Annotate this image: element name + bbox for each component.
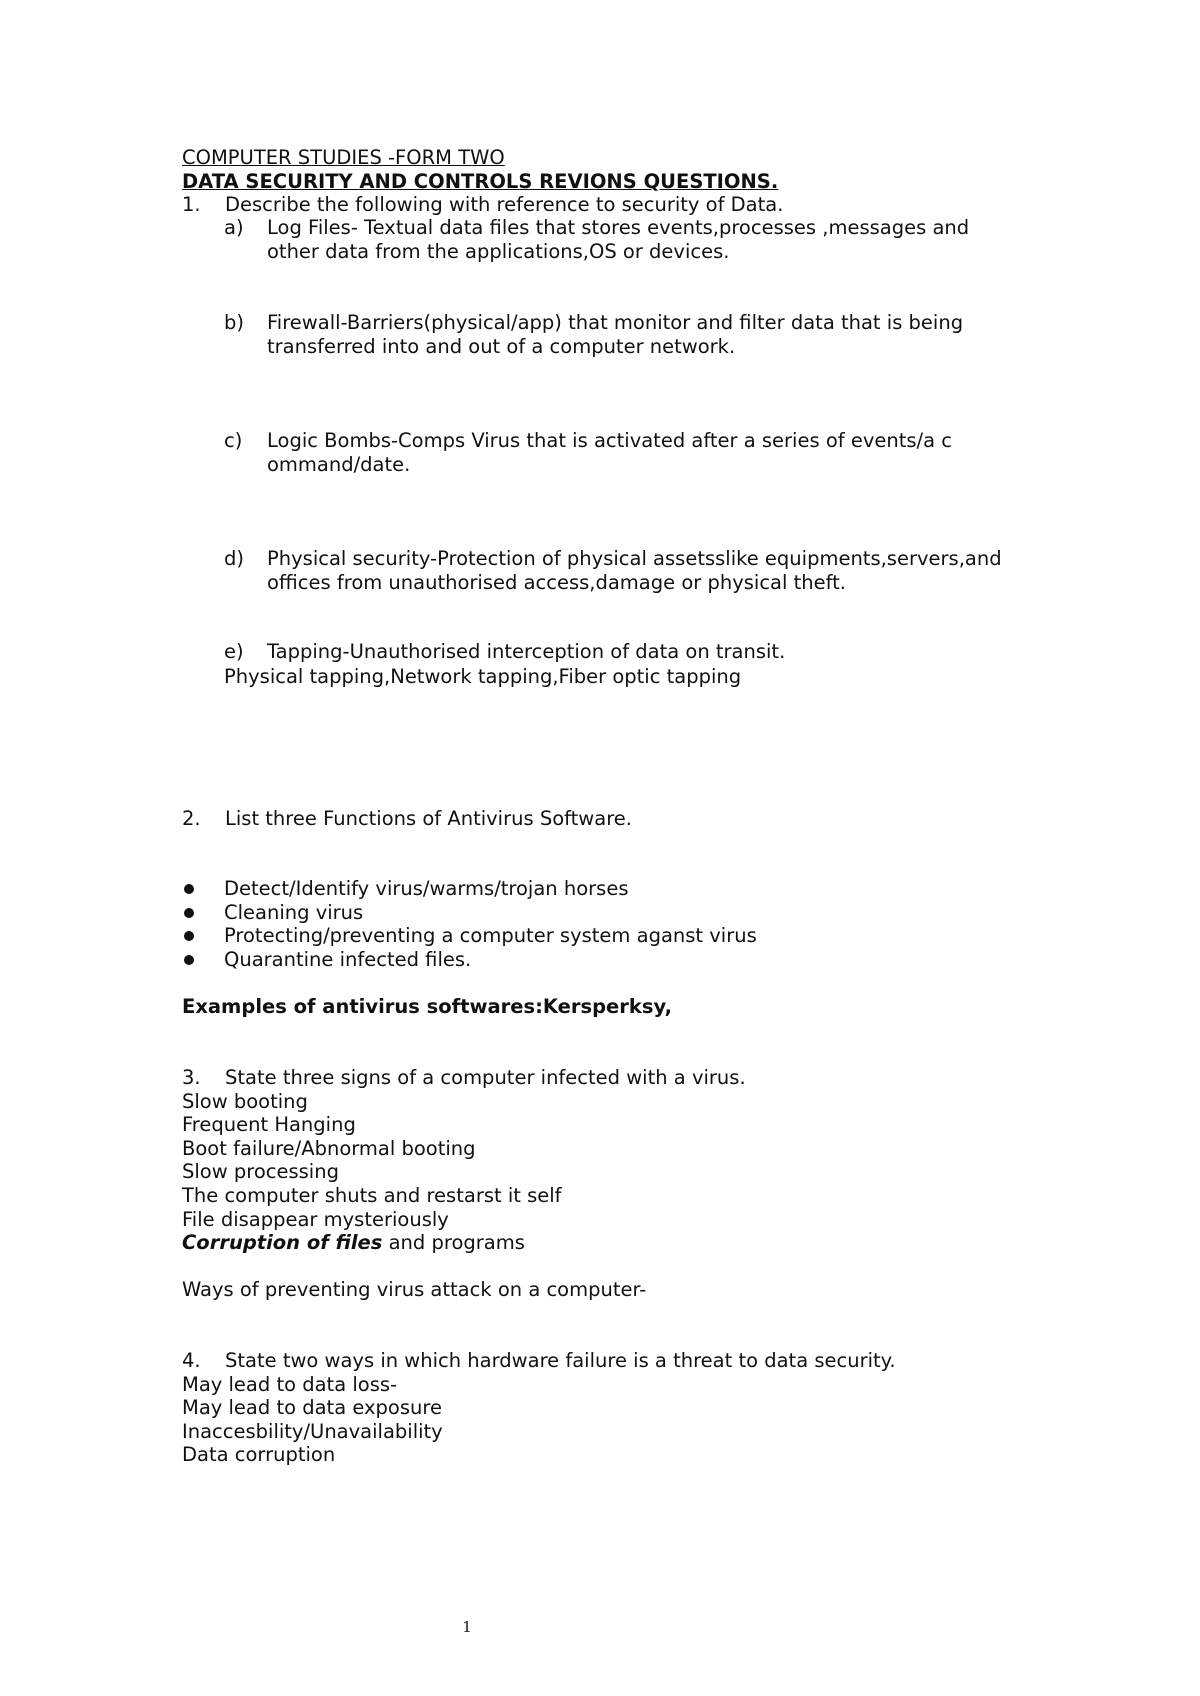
question-text: List three Functions of Antivirus Software. <box>225 807 632 830</box>
answer-line: File disappear mysteriously <box>182 1208 449 1231</box>
q1-item-e <box>224 640 1024 664</box>
item-text: Tapping-Unauthorised interception of data on transit. <box>267 640 786 663</box>
bullet-icon <box>184 931 194 941</box>
list-item: Quarantine infected files. <box>182 948 1082 972</box>
question-3 <box>182 1066 1082 1090</box>
item-text: Physical security-Protection of physical assetsslike equipments,servers,and offices from unauthorised access,damage or physical theft. <box>267 547 1002 594</box>
item-letter: e) <box>224 640 244 663</box>
answer-line: Frequent Hanging <box>182 1113 356 1136</box>
item-letter: a) <box>224 216 244 239</box>
bullet-icon <box>184 884 194 894</box>
antivirus-functions-list <box>182 877 1082 971</box>
question-number: 1. <box>182 193 201 216</box>
q1-item-a <box>224 216 1024 263</box>
antivirus-examples: Examples of antivirus softwares:Kersperksy, <box>182 995 673 1018</box>
answer-line: Corruption of files and programs <box>182 1231 525 1254</box>
list-item: Protecting/preventing a computer system aganst virus <box>182 924 1082 948</box>
page-number: 1 <box>462 1618 472 1636</box>
item-text: Logic Bombs-Comps Virus that is activated after a series of events/a c ommand/date. <box>267 429 952 476</box>
question-number: 2. <box>182 807 201 830</box>
q1-item-c <box>224 429 1024 476</box>
tapping-types: Physical tapping,Network tapping,Fiber optic tapping <box>224 665 742 688</box>
answer-line: Slow processing <box>182 1160 339 1183</box>
list-item: Detect/Identify virus/warms/trojan horses <box>182 877 1082 901</box>
answer-line: May lead to data exposure <box>182 1396 442 1419</box>
answer-line: Inaccesbility/Unavailability <box>182 1420 443 1443</box>
item-text: Log Files- Textual data files that stores events,processes ,messages and other data from the applications,OS or devices. <box>267 216 970 263</box>
prevention-heading: Ways of preventing virus attack on a computer- <box>182 1278 647 1301</box>
bullet-icon <box>184 908 194 918</box>
question-text: State three signs of a computer infected with a virus. <box>225 1066 746 1089</box>
answer-line: Slow booting <box>182 1090 308 1113</box>
item-letter: d) <box>224 547 244 570</box>
question-text: Describe the following with reference to security of Data. <box>225 193 784 216</box>
item-text: Firewall-Barriers(physical/app) that monitor and filter data that is being transferred into and out of a computer network. <box>267 311 964 358</box>
question-number: 3. <box>182 1066 201 1089</box>
answer-line: Boot failure/Abnormal booting <box>182 1137 476 1160</box>
list-item: Cleaning virus <box>182 901 1082 925</box>
document-title: COMPUTER STUDIES -FORM TWO <box>182 146 505 169</box>
question-2 <box>182 807 1082 831</box>
question-number: 4. <box>182 1349 201 1372</box>
document-subtitle: DATA SECURITY AND CONTROLS REVIONS QUESTIONS. <box>182 170 779 193</box>
answer-line: The computer shuts and restarst it self <box>182 1184 562 1207</box>
q1-item-d <box>224 547 1024 594</box>
question-1 <box>182 193 1082 217</box>
answer-line: Data corruption <box>182 1443 336 1466</box>
question-text: State two ways in which hardware failure is a threat to data security. <box>225 1349 896 1372</box>
item-letter: b) <box>224 311 244 334</box>
item-letter: c) <box>224 429 243 452</box>
question-4 <box>182 1349 1082 1373</box>
bullet-icon <box>184 955 194 965</box>
q1-item-b <box>224 311 1024 358</box>
answer-line: May lead to data loss- <box>182 1373 398 1396</box>
emphasis-text: Corruption of files <box>182 1231 383 1254</box>
